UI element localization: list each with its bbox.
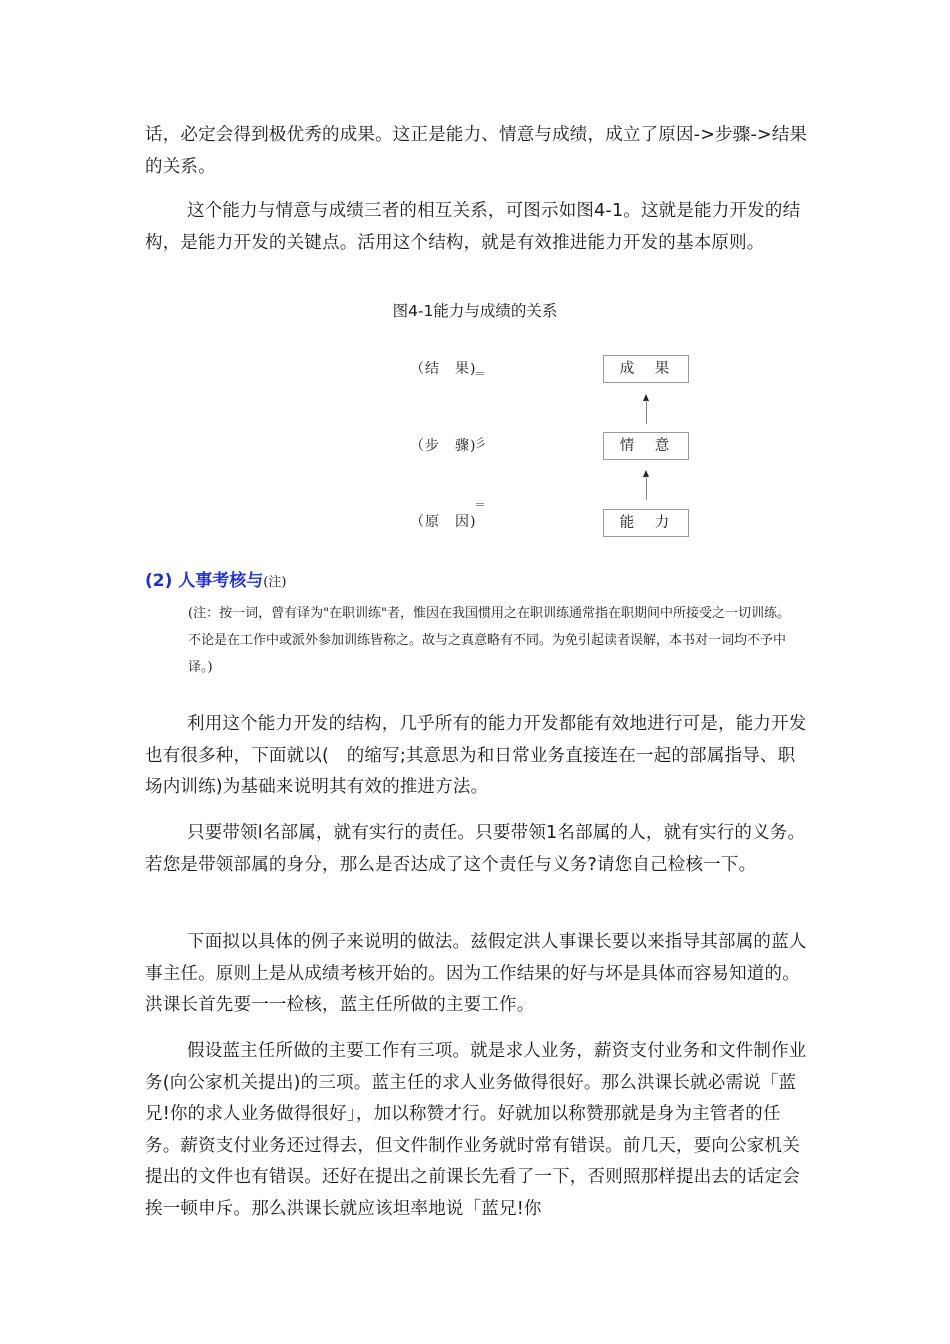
label-result: （结 果) bbox=[410, 361, 477, 377]
note-reference: (注) bbox=[263, 575, 287, 590]
box-emotion: 情 意 bbox=[603, 432, 689, 460]
box-result: 成 果 bbox=[603, 355, 689, 383]
footnote: (注：按一词，曾有译为"在职训练"者，惟因在我国惯用之在职训练通常指在职期间中所接受之一切训练。不论是在工作中或派外参加训练皆称之。故与之真意略有不同。为免引起读者误解，本书对一词均不予中译。) bbox=[188, 606, 791, 675]
section-heading-text: (2) 人事考核与 bbox=[145, 571, 264, 591]
paragraph-tasks bbox=[145, 1036, 810, 1225]
paragraph-responsibility-text: 只要带领l名部属，就有实行的责任。只要带领1名部属的人，就有实行的义务。若您是带领部属的身分，那么是否达成了这个责任与义务?请您自己检核一下。 bbox=[145, 823, 806, 875]
paragraph-ojt bbox=[145, 709, 810, 804]
paragraph-structure-intro bbox=[145, 196, 810, 259]
paragraph-tasks-text: 假设蓝主任所做的主要工作有三项。就是求人业务，薪资支付业务和文件制作业务(向公家机关提出)的三项。蓝主任的求人业务做得很好。那么洪课长就必需说「蓝兄!你的求人业务做得很好」，加以称赞才行。好就加以称赞那就是身为主管者的任务。薪资支付业务还过得去，但文件制作业务就时常有错误。前几天，要向公家机关提出的文件也有错误。还好在提出之前课长先看了一下，否则照那样提出去的话定会挨一顿申斥。那么洪课长就应该坦率地说「蓝兄!你 bbox=[145, 1041, 807, 1219]
paragraph-example-text: 下面拟以具体的例子来说明的做法。兹假定洪人事课长要以来指导其部属的蓝人事主任。原则上是从成绩考核开始的。因为工作结果的好与坏是具体而容易知道的。洪课长首先要一一检核，蓝主任所做的主要工作。 bbox=[145, 932, 807, 1015]
paragraph-ojt-text: 利用这个能力开发的结构，几乎所有的能力开发都能有效地进行可是，能力开发也有很多种，下面就以( 的缩写;其意思为和日常业务直接连在一起的部属指导、职场内训练)为基础来说明其有效的推进方法。 bbox=[145, 714, 807, 797]
mark-step: 彡 bbox=[474, 436, 487, 450]
label-cause: （原 因) bbox=[410, 514, 477, 530]
figure-caption: 图4-1能力与成绩的关系 bbox=[392, 302, 558, 320]
paragraph-example bbox=[145, 927, 810, 1022]
arrow-line bbox=[646, 400, 647, 424]
paragraph-continuation: 话，必定会得到极优秀的成果。这正是能力、情意与成绩，成立了原因->步骤->结果的关系。 bbox=[145, 125, 808, 177]
box-ability: 能 力 bbox=[603, 509, 689, 537]
paragraph-responsibility bbox=[145, 818, 810, 881]
arrow-line bbox=[646, 476, 647, 500]
paragraph-structure-text: 这个能力与情意与成绩三者的相互关系，可图示如图4-1。这就是能力开发的结构，是能力开发的关键点。活用这个结构，就是有效推进能力开发的基本原则。 bbox=[145, 201, 801, 253]
mark-cause: ＝ bbox=[474, 498, 487, 512]
label-step: （步 骤) bbox=[410, 438, 477, 454]
mark-result: ＝ bbox=[474, 367, 487, 381]
section-heading bbox=[145, 570, 286, 594]
